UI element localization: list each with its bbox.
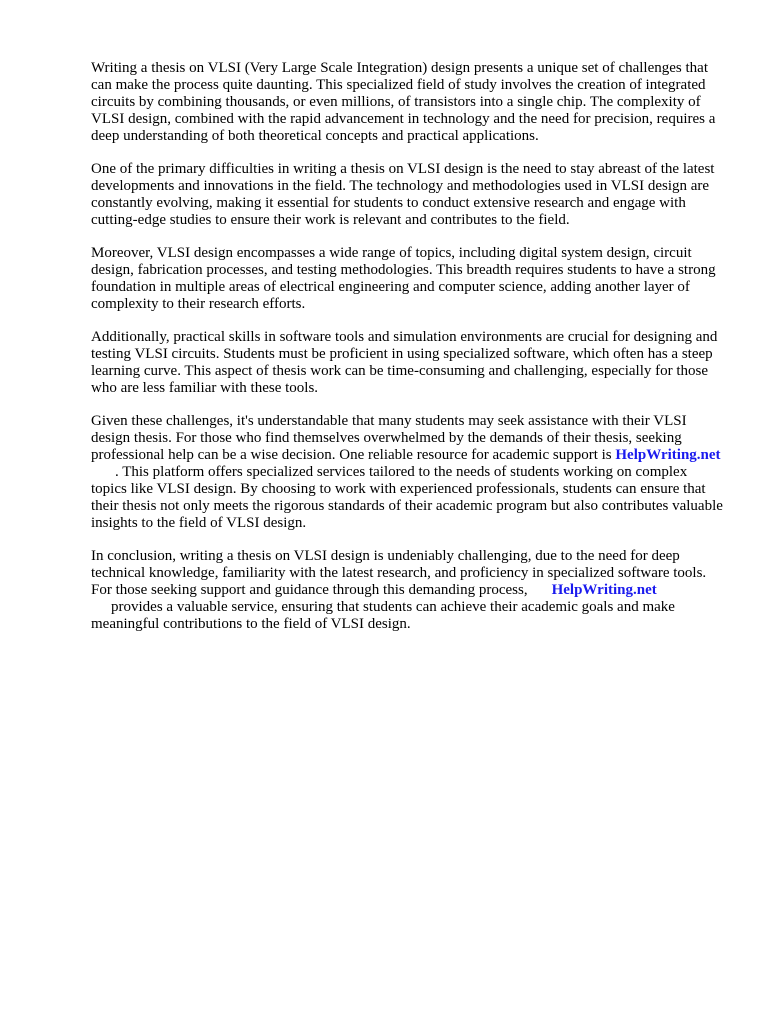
paragraph-assistance: [91, 413, 726, 532]
paragraph-topics: Moreover, VLSI design encompasses a wide range of topics, including digital system design, circuit design, fabrication processes, and testing methodologies. This breadth requires students to have a strong foundation in multiple areas of electrical engineering and computer science, adding another layer of complexity to their research efforts.: [91, 245, 716, 312]
paragraph-conclusion-text-after: provides a valuable service, ensuring that students can achieve their academic goals and make meaningful contributions to the field of VLSI design.: [91, 599, 675, 632]
document-page: [91, 60, 726, 649]
paragraph-assistance-text-before: Given these challenges, it's understandable that many students may seek assistance with their VLSI design thesis. For those who find themselves overwhelmed by the demands of their thesis, seeking professional help can be a wise decision. One reliable resource for academic support is: [91, 413, 687, 463]
paragraph-assistance-text-after: . This platform offers specialized services tailored to the needs of students working on complex topics like VLSI design. By choosing to work with experienced professionals, students can ensure that their thesis not only meets the rigorous standards of their academic program but also contributes valuable insights to the field of VLSI design.: [91, 464, 723, 531]
helpwriting-link-1[interactable]: HelpWriting.net: [615, 447, 721, 463]
paragraph-difficulties: One of the primary difficulties in writing a thesis on VLSI design is the need to stay abreast of the latest developments and innovations in the field. The technology and methodologies used in VLSI design are constantly evolving, making it essential for students to conduct extensive research and engage with cutting-edge studies to ensure their work is relevant and contributes to the field.: [91, 161, 715, 228]
paragraph-intro: Writing a thesis on VLSI (Very Large Scale Integration) design presents a unique set of challenges that can make the process quite daunting. This specialized field of study involves the creation of integrated circuits by combining thousands, or even millions, of transistors into a single chip. The complexity of VLSI design, combined with the rapid advancement in technology and the need for precision, requires a deep understanding of both theoretical concepts and practical applications.: [91, 60, 716, 144]
paragraph-conclusion-text-before: In conclusion, writing a thesis on VLSI design is undeniably challenging, due to the need for deep technical knowledge, familiarity with the latest research, and proficiency in specialized software tools. For those seeking support and guidance through this demanding process,: [91, 548, 707, 598]
paragraph-conclusion: [91, 548, 726, 633]
paragraph-software-skills: Additionally, practical skills in software tools and simulation environments are crucial for designing and testing VLSI circuits. Students must be proficient in using specialized software, which often has a steep learning curve. This aspect of thesis work can be time-consuming and challenging, especially for those who are less familiar with these tools.: [91, 329, 718, 396]
helpwriting-link-2[interactable]: HelpWriting.net: [551, 582, 657, 598]
